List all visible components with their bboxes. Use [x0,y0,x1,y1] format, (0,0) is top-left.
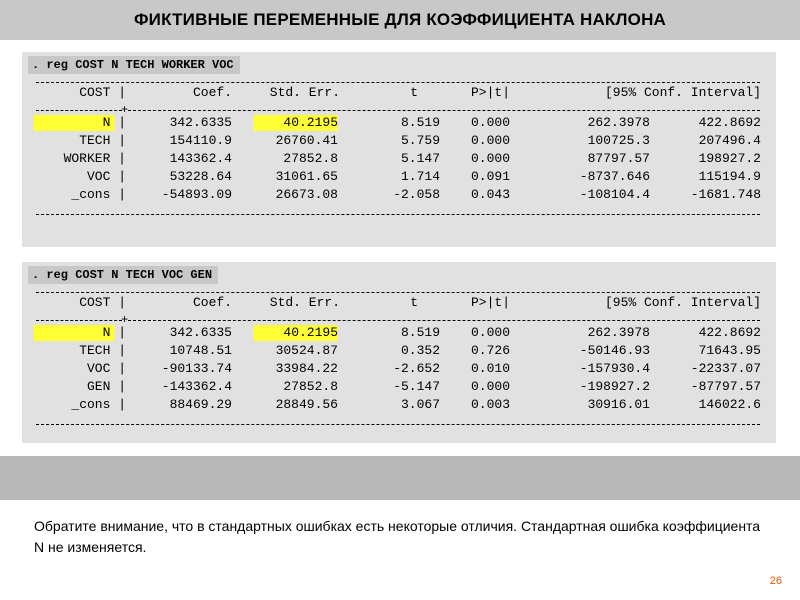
table-cell: 1.714 [400,169,440,184]
table-cell: 30524.87 [275,343,338,358]
table-cell: -108104.4 [579,187,650,202]
table-cell: _cons | [71,397,126,412]
table-cell: -198927.2 [579,379,650,394]
table-cell: -22337.07 [690,361,761,376]
table-rule-cross: + [121,103,129,117]
table-cell: 0.000 [470,325,510,340]
table-cell: TECH | [79,343,126,358]
table-cell: -90133.74 [161,361,232,376]
table-rule [36,424,760,425]
table-cell: -1681.748 [690,187,761,202]
table-cell: 0.010 [470,361,510,376]
table-cell: 27852.8 [283,379,338,394]
table-cell: 31061.65 [275,169,338,184]
regression-command-2: . reg COST N TECH VOC GEN [28,266,218,284]
column-header: [95% Conf. Interval] [604,295,761,310]
slide-note: Обратите внимание, что в стандартных ошибках есть некоторые отличия. Стандартная ошибка коэффициента N не изменяется. [34,518,761,555]
column-header: COST | [79,85,126,100]
table-cell: N | [102,115,126,130]
table-cell: 5.147 [400,151,440,166]
column-header: t [410,85,418,100]
table-cell: 0.352 [400,343,440,358]
table-cell: 26673.08 [275,187,338,202]
table-cell: 0.726 [470,343,510,358]
page-number: 26 [769,575,782,587]
footer-band [0,456,800,500]
table-cell: -54893.09 [161,187,232,202]
table-rule [36,82,760,83]
table-cell: -2.058 [393,187,440,202]
table-cell: 100725.3 [587,133,650,148]
table-cell: 27852.8 [283,151,338,166]
column-header: P>|t| [470,295,510,310]
table-cell: -143362.4 [161,379,232,394]
table-cell: N | [102,325,126,340]
table-cell: 33984.22 [275,361,338,376]
table-cell: 8.519 [400,325,440,340]
table-cell: 0.000 [470,379,510,394]
table-cell: 71643.95 [698,343,761,358]
column-header: [95% Conf. Interval] [604,85,761,100]
table-cell: TECH | [79,133,126,148]
table-cell: 342.6335 [169,115,232,130]
table-cell: -2.652 [393,361,440,376]
table-cell: 146022.6 [698,397,761,412]
table-cell: 262.3978 [587,325,650,340]
table-rule [36,292,760,293]
table-cell: 40.2195 [283,325,338,340]
column-header: Coef. [192,85,232,100]
table-cell: 0.000 [470,115,510,130]
table-cell: 154110.9 [169,133,232,148]
column-header: Std. Err. [269,85,340,100]
table-cell: -8737.646 [579,169,650,184]
table-rule [36,320,122,321]
table-rule [128,110,760,111]
table-cell: 198927.2 [698,151,761,166]
slide-title: ФИКТИВНЫЕ ПЕРЕМЕННЫЕ ДЛЯ КОЭФФИЦИЕНТА НАКЛОНА [133,10,667,29]
table-cell: 115194.9 [698,169,761,184]
table-cell: VOC | [86,361,126,376]
table-cell: _cons | [71,187,126,202]
table-cell: 8.519 [400,115,440,130]
table-cell: 28849.56 [275,397,338,412]
table-cell: 0.000 [470,151,510,166]
table-cell: GEN | [86,379,126,394]
table-cell: 88469.29 [169,397,232,412]
table-cell: 3.067 [400,397,440,412]
table-cell: 0.043 [470,187,510,202]
table-cell: 0.091 [470,169,510,184]
table-cell: -5.147 [393,379,440,394]
table-cell: 0.003 [470,397,510,412]
table-cell: 10748.51 [169,343,232,358]
column-header: t [410,295,418,310]
table-rule [36,214,760,215]
column-header: COST | [79,295,126,310]
table-rule [36,110,122,111]
table-cell: 422.8692 [698,325,761,340]
table-cell: 143362.4 [169,151,232,166]
table-cell: WORKER | [63,151,126,166]
table-cell: 26760.41 [275,133,338,148]
table-cell: 40.2195 [283,115,338,130]
table-cell: 30916.01 [587,397,650,412]
regression-panel-2 [22,262,776,443]
table-cell: -87797.57 [690,379,761,394]
table-rule-cross: + [121,313,129,327]
table-cell: 5.759 [400,133,440,148]
table-cell: -157930.4 [579,361,650,376]
table-cell: 207496.4 [698,133,761,148]
column-header: Coef. [192,295,232,310]
table-cell: -50146.93 [579,343,650,358]
table-cell: 0.000 [470,133,510,148]
table-cell: 422.8692 [698,115,761,130]
column-header: Std. Err. [269,295,340,310]
table-cell: 53228.64 [169,169,232,184]
regression-command-1: . reg COST N TECH WORKER VOC [28,56,240,74]
table-cell: VOC | [86,169,126,184]
table-rule [128,320,760,321]
table-cell: 87797.57 [587,151,650,166]
column-header: P>|t| [470,85,510,100]
table-cell: 262.3978 [587,115,650,130]
table-cell: 342.6335 [169,325,232,340]
